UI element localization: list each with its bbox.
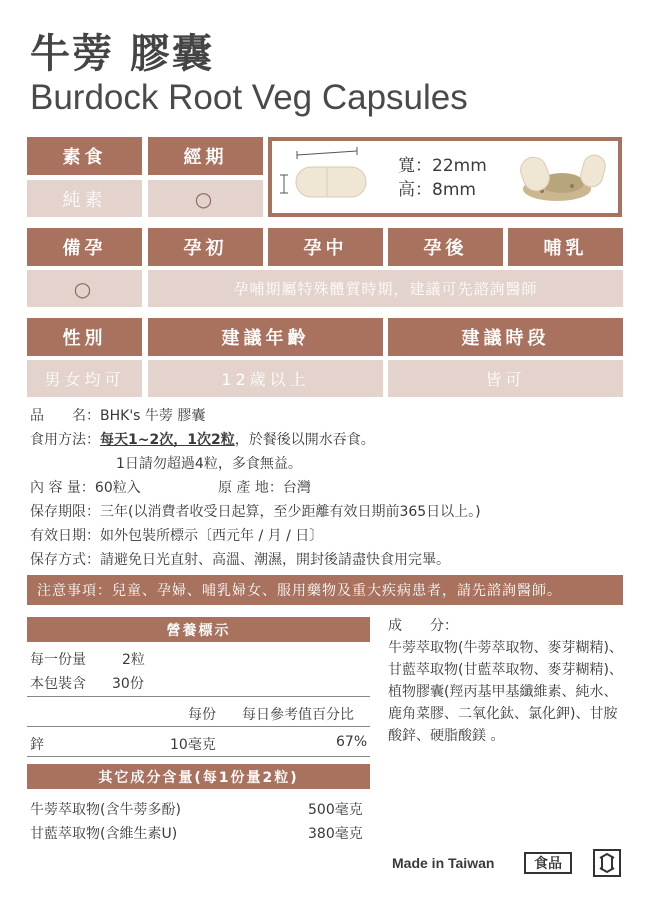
capsule-height: 高：8mm: [398, 180, 476, 200]
info-storage: 保存方式：請避免日光直射、高溫、潮濕，開封後請盡快食用完畢。: [30, 552, 450, 568]
other-title: 其它成分含量(每1份量2粒): [27, 764, 370, 789]
made-in-taiwan: Made in Taiwan: [392, 855, 495, 871]
preg-prepare-value: ○: [27, 270, 142, 307]
col-per-serving: 每份: [188, 707, 216, 723]
info-usage: 食用方法：每天1~2次，1次2粒，於餐後以開水吞食。: [30, 432, 375, 448]
nutrient-name: 鋅: [30, 737, 44, 753]
preg-header-mid: 孕中: [268, 228, 383, 266]
ingredients: [388, 615, 628, 747]
notice-banner: 注意事項：兒童、孕婦、哺乳婦女、服用藥物及重大疾病患者，請先諮詢醫師。: [27, 575, 623, 605]
product-title-en: Burdock Root Veg Capsules: [30, 78, 468, 117]
nutrition-title: 營養標示: [27, 617, 370, 642]
ingredients-text: 牛蒡萃取物(牛蒡萃取物、麥芽糊精)、甘藍萃取物(甘藍萃取物、麥芽糊精)、植物膠囊(羥丙基甲基纖維素、純水、鹿角菜膠、二氧化鈦、氯化鉀)、甘胺酸鋅、硬脂酸鎂 。: [388, 640, 623, 744]
diet-header: 素食: [27, 137, 142, 175]
count-value: 30份: [112, 676, 144, 692]
serving-label: 每一份量: [30, 652, 86, 668]
capsule-size-box: [268, 137, 622, 217]
diet-value: 純素: [27, 180, 142, 217]
nutrient-dv: 67%: [336, 734, 368, 750]
food-badge: 食品: [524, 852, 572, 874]
preg-header-prepare: 備孕: [27, 228, 142, 266]
preg-header-late: 孕後: [388, 228, 503, 266]
capsule-width: 寬：22mm: [398, 156, 487, 176]
info-expiry: 有效日期：如外包裝所標示〔西元年 / 月 / 日〕: [30, 528, 324, 544]
age-value: 12歲以上: [148, 360, 383, 397]
preg-header-nursing: 哺乳: [508, 228, 623, 266]
preg-note: 孕哺期屬特殊體質時期，建議可先諮詢醫師: [148, 270, 623, 307]
preg-header-early: 孕初: [148, 228, 263, 266]
info-content: 內 容 量：60粒入: [30, 480, 141, 496]
age-header: 建議年齡: [148, 318, 383, 356]
gender-header: 性別: [27, 318, 142, 356]
info-name: 品 名：BHK's 牛蒡 膠囊: [30, 408, 206, 424]
divider: [27, 726, 370, 727]
info-usage-line2: 1日請勿超過4粒，多食無益。: [116, 456, 302, 472]
serving-value: 2粒: [122, 652, 145, 668]
divider: [27, 696, 370, 697]
other-value-2: 380毫克: [308, 826, 363, 842]
product-title-zh: 牛蒡 膠囊: [30, 31, 214, 77]
other-name-2: 甘藍萃取物(含維生素U): [30, 826, 178, 842]
divider: [27, 756, 370, 757]
col-daily-value: 每日參考值百分比: [242, 707, 354, 723]
other-value-1: 500毫克: [308, 802, 363, 818]
other-name-1: 牛蒡萃取物(含牛蒡多酚): [30, 802, 181, 818]
time-value: 皆可: [388, 360, 623, 397]
period-value: ○: [148, 180, 263, 217]
info-origin: 原 產 地：台灣: [218, 480, 311, 496]
nutrient-per: 10毫克: [170, 737, 216, 753]
count-label: 本包裝含: [30, 676, 86, 692]
time-header: 建議時段: [388, 318, 623, 356]
gender-value: 男女均可: [27, 360, 142, 397]
ingredients-label: 成 分：: [388, 618, 458, 634]
recycle-icon: [592, 848, 622, 878]
info-period: 保存期限：三年(以消費者收受日起算，至少距離有效日期前365日以上。): [30, 504, 481, 520]
period-header: 經期: [148, 137, 263, 175]
